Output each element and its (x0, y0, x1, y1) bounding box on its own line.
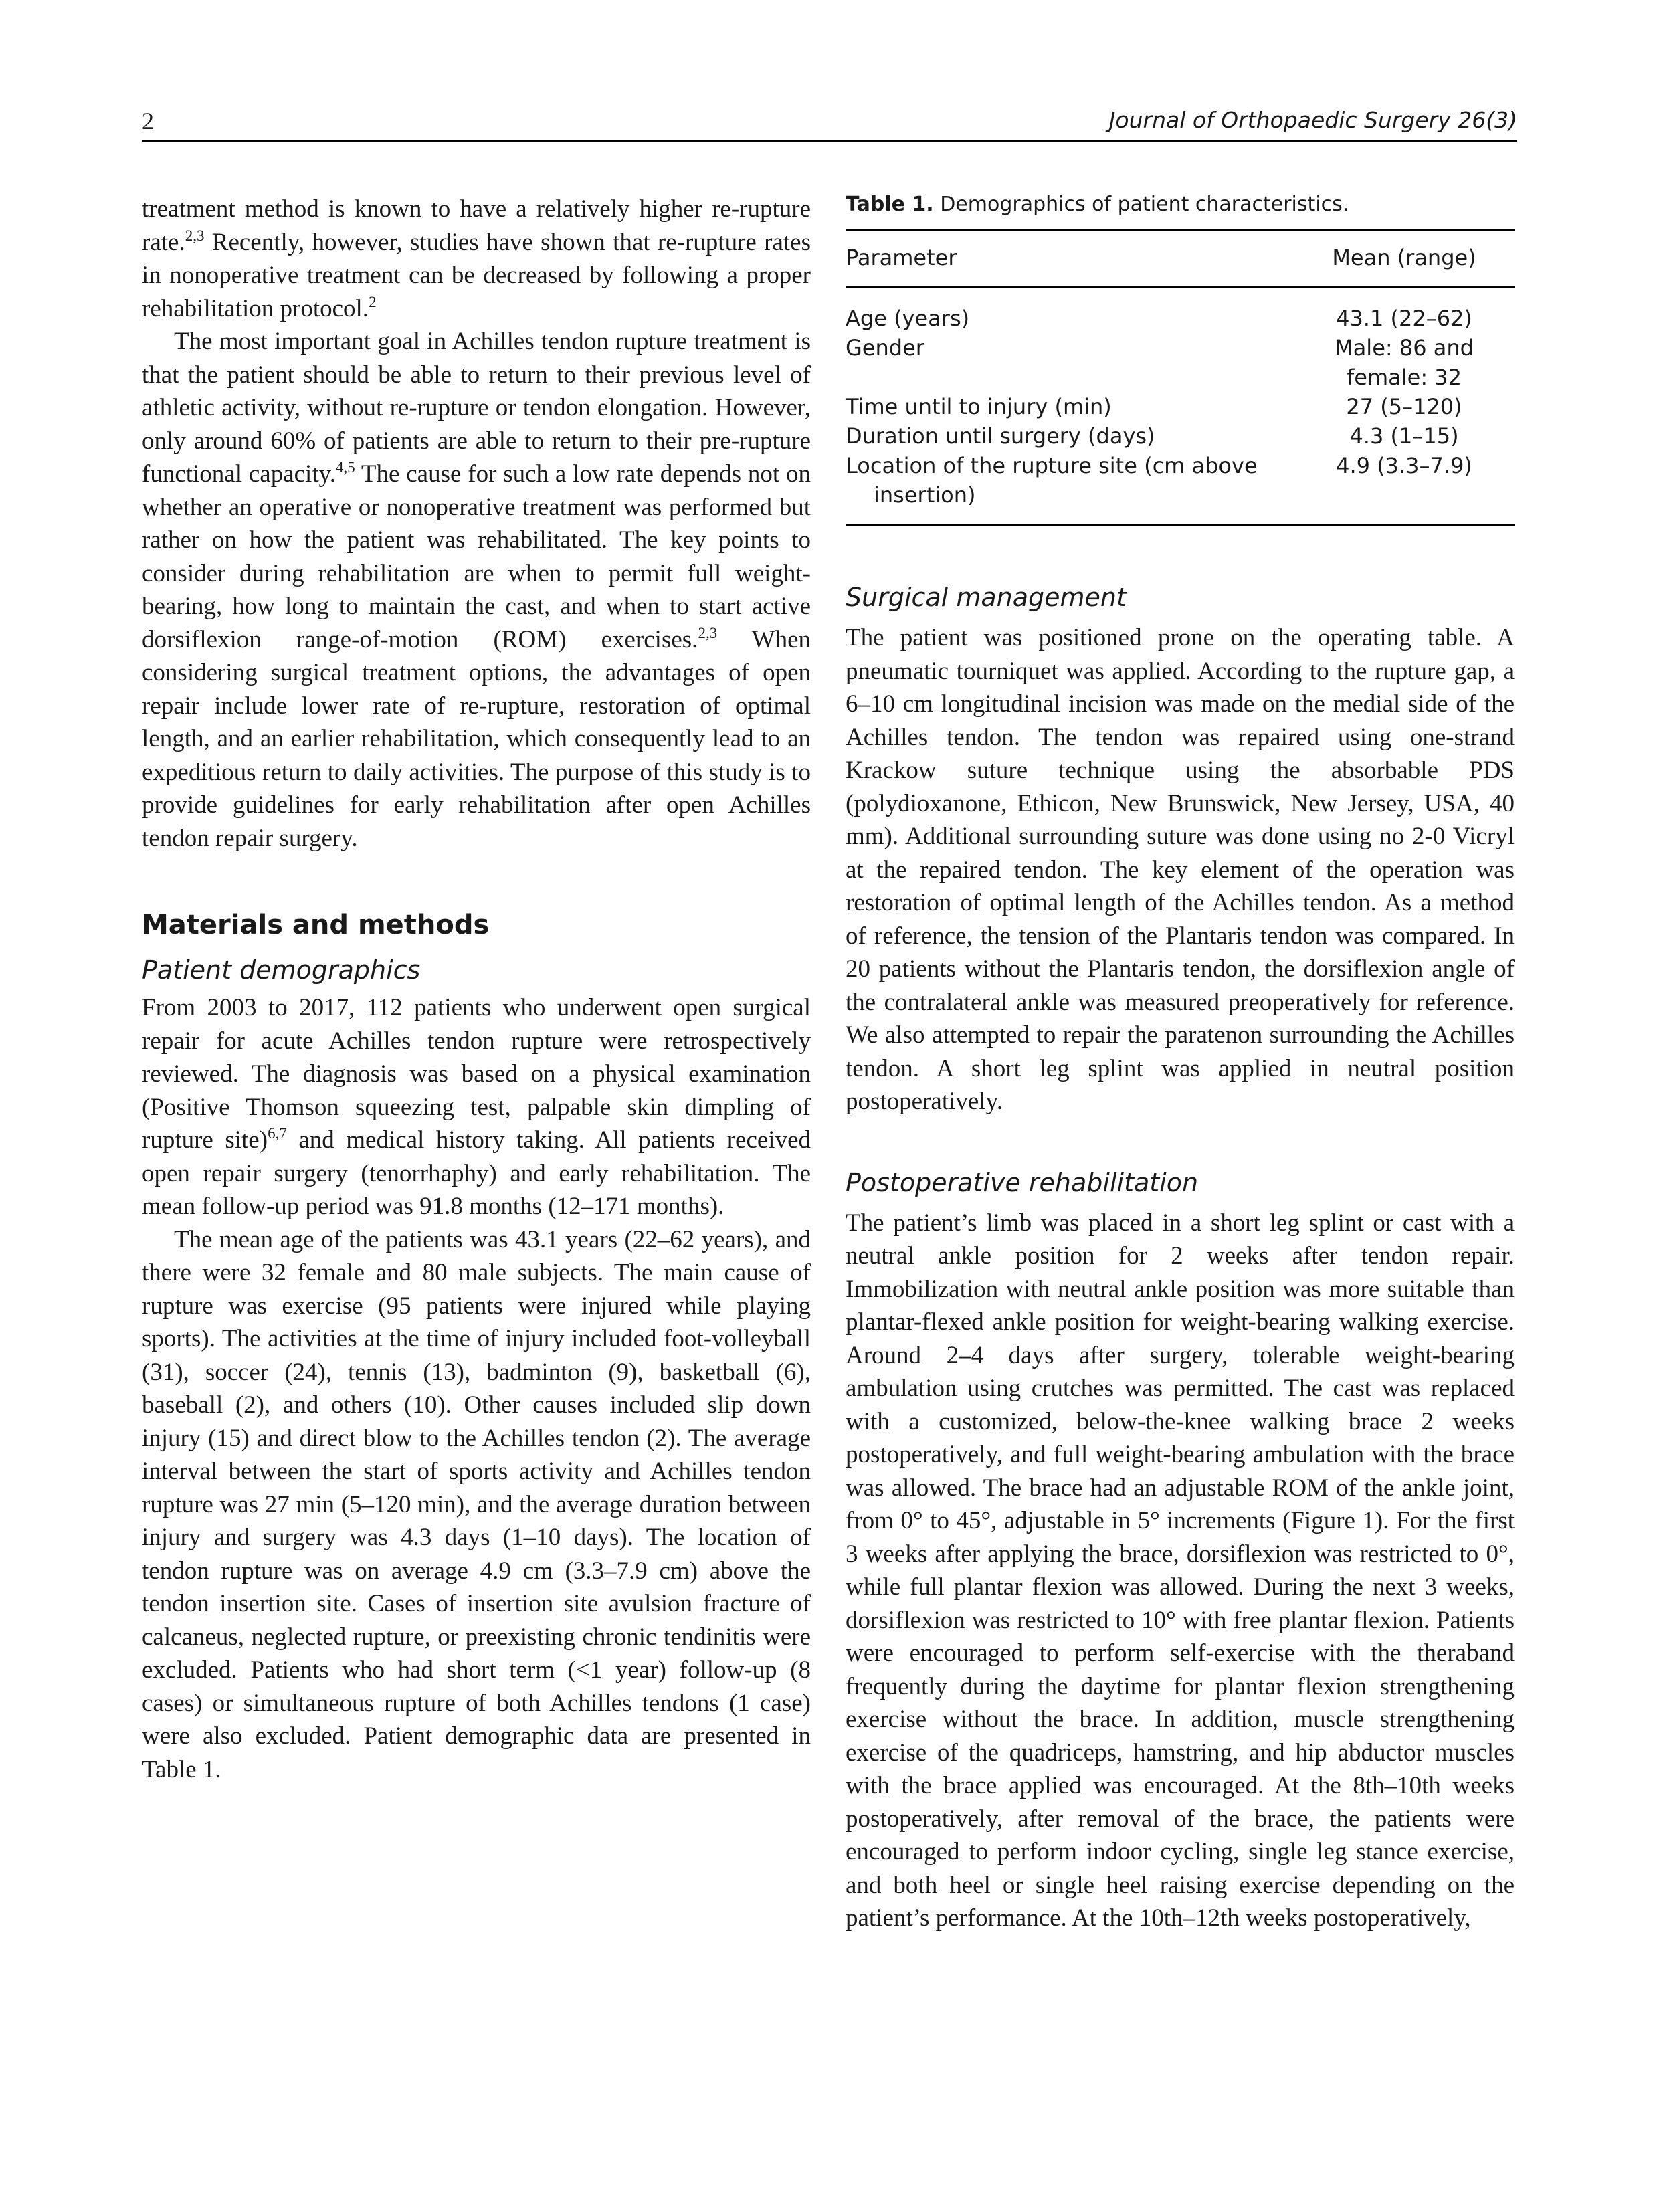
subsection-heading-demographics: Patient demographics (142, 955, 421, 985)
subsection-heading-postop: Postoperative rehabilitation (846, 1167, 1199, 1197)
table-row (846, 392, 1515, 421)
citation: 4,5 (335, 459, 355, 476)
section-heading-methods: Materials and methods (142, 910, 490, 940)
demographics-table (846, 229, 1515, 526)
table-row (846, 287, 1515, 333)
table-cell-parameter: Duration until surgery (days) (846, 423, 1155, 449)
table-cell-value: Male: 86 and female: 32 (1335, 335, 1474, 390)
citation: 2,3 (185, 227, 205, 244)
right-column (846, 193, 1515, 1935)
table-cell-value: 27 (5–120) (1346, 394, 1462, 419)
intro-paragraph-1: treatment method is known to have a relatively higher re-rupture rate.$^{2,3}$ Recently, however, studies have shown that re-rupture rates in nonoperative treatment can be decreased by following a proper rehabilitation protocol.$^2$ (142, 195, 811, 322)
column-header-mean: Mean (range) (1294, 231, 1515, 288)
subsection-heading-surgical: Surgical management (846, 583, 1127, 612)
journal-name: Journal of Orthopaedic Surgery 26(3) (1108, 107, 1517, 133)
running-head (142, 107, 1517, 142)
postop-paragraph: The patient’s limb was placed in a short leg splint or cast with a neutral ankle position for 2 weeks after tendon repair. Immobilization with neutral ankle position was more suitable than plantar-flexed ankle position for weight-bearing walking exercise. Around 2–4 days after surgery, tolerable weight-bearing ambulation using crutches was permitted. The cast was replaced with a customized, below-the-knee walking brace 2 weeks postoperatively, and full weight-bearing ambulation with the brace was allowed. The brace had an adjustable ROM of the ankle joint, from 0° to 45°, adjustable in 5° increments (Figure 1). For the first 3 weeks after applying the brace, dorsiflexion was restricted to 0°, while full plantar flexion was allowed. During the next 3 weeks, dorsiflexion was restricted to 10° with free plantar flexion. Patients were encouraged to perform self-exercise with the theraband frequently during the daytime for plantar flexion strengthening exercise without the brace. In addition, muscle strengthening exercise of the quadriceps, hamstring, and hip abductor muscles with the brace applied was encouraged. At the 8th–10th weeks postoperatively, after removal of the brace, the patients were encouraged to perform indoor cycling, single leg stance exercise, and both heel or single heel raising exercise depending on the patient’s performance. At the 10th–12th weeks postoperatively, (846, 1209, 1515, 1932)
table-cell-value: 43.1 (22–62) (1336, 306, 1472, 331)
table-row (846, 451, 1515, 526)
citation: 2 (369, 293, 377, 310)
citation: 2,3 (698, 624, 718, 641)
table-cell-value: 4.9 (3.3–7.9) (1294, 451, 1515, 526)
table-cell-parameter: Gender (846, 335, 924, 361)
table-row (846, 333, 1515, 392)
table-cell-parameter: Time until to injury (min) (846, 394, 1112, 419)
table-cell-parameter: Location of the rupture site (cm above insertion) (846, 451, 1294, 526)
table-cell-value: 4.3 (1–15) (1349, 423, 1459, 449)
column-header-parameter: Parameter (846, 231, 1294, 288)
citation: 6,7 (268, 1125, 287, 1142)
left-column (142, 193, 811, 1786)
surgical-paragraph: The patient was positioned prone on the operating table. A pneumatic tourniquet was applied. According to the rupture gap, a 6–10 cm longitudinal incision was made on the medial side of the Achilles tendon. The tendon was repaired using one-strand Krackow suture technique using the absorbable PDS (polydioxanone, Ethicon, New Brunswick, New Jersey, USA, 40 mm). Additional surrounding suture was done using no 2-0 Vicryl at the repaired tendon. The key element of the operation was restoration of optimal length of the Achilles tendon. As a method of reference, the tension of the Plantaris tendon was compared. In 20 patients without the Plantaris tendon, the dorsiflexion angle of the contralateral ankle was measured preoperatively for reference. We also attempted to repair the paratenon surrounding the Achilles tendon. A short leg splint was applied in neutral position postoperatively. (846, 624, 1515, 1115)
table-row (846, 421, 1515, 451)
page-number: 2 (142, 108, 154, 134)
table-header-row (846, 231, 1515, 288)
intro-paragraph-2: The most important goal in Achilles tendon rupture treatment is that the patient should be able to return to their previous level of athletic activity, without re-rupture or tendon elongation. However, only around 60% of patients are able to return to their pre-rupture functional capacity.$^{4,5}$ The cause for such a low rate depends not on whether an operative or nonoperative treatment was performed but rather on how the patient was rehabilitated. The key points to consider during rehabilitation are when to permit full weight-bearing, how long to maintain the cast, and when to start active dorsiflexion range-of-motion (ROM) exercises.$^{2,3}$ When considering surgical treatment options, the advantages of open repair include lower rate of re-rupture, restoration of optimal length, and an earlier rehabilitation, which consequently lead to an expeditious return to daily activities. The purpose of this study is to provide guidelines for early rehabilitation after open Achilles tendon repair surgery. (142, 328, 811, 852)
table-caption: Table 1. Demographics of patient characteristics. (846, 193, 1349, 216)
table-cell-parameter: Age (years) (846, 306, 970, 331)
demographics-paragraph-2: The mean age of the patients was 43.1 years (22–62 years), and there were 32 female and 80 male subjects. The main cause of rupture was exercise (95 patients were injured while playing sports). The activities at the time of injury included foot-volleyball (31), soccer (24), tennis (13), badminton (9), basketball (6), baseball (2), and others (10). Other causes included slip down injury (15) and direct blow to the Achilles tendon (2). The average interval between the start of sports activity and Achilles tendon rupture was 27 min (5–120 min), and the average duration between injury and surgery was 4.3 days (1–10 days). The location of tendon rupture was on average 4.9 cm (3.3–7.9 cm) above the tendon insertion site. Cases of insertion site avulsion fracture of calcaneus, neglected rupture, or preexisting chronic tendinitis were excluded. Patients who had short term (<1 year) follow-up (8 cases) or simultaneous rupture of both Achilles tendons (1 case) were also excluded. Patient demographic data are presented in Table 1. (142, 1225, 811, 1783)
demographics-paragraph-1: From 2003 to 2017, 112 patients who underwent open surgical repair for acute Achilles tendon rupture were retrospectively reviewed. The diagnosis was based on a physical examination (Positive Thomson squeezing test, palpable skin dimpling of rupture site)$^{6,7}$ and medical history taking. All patients received open repair surgery (tenorrhaphy) and early rehabilitation. The mean follow-up period was 91.8 months (12–171 months). (142, 994, 811, 1220)
